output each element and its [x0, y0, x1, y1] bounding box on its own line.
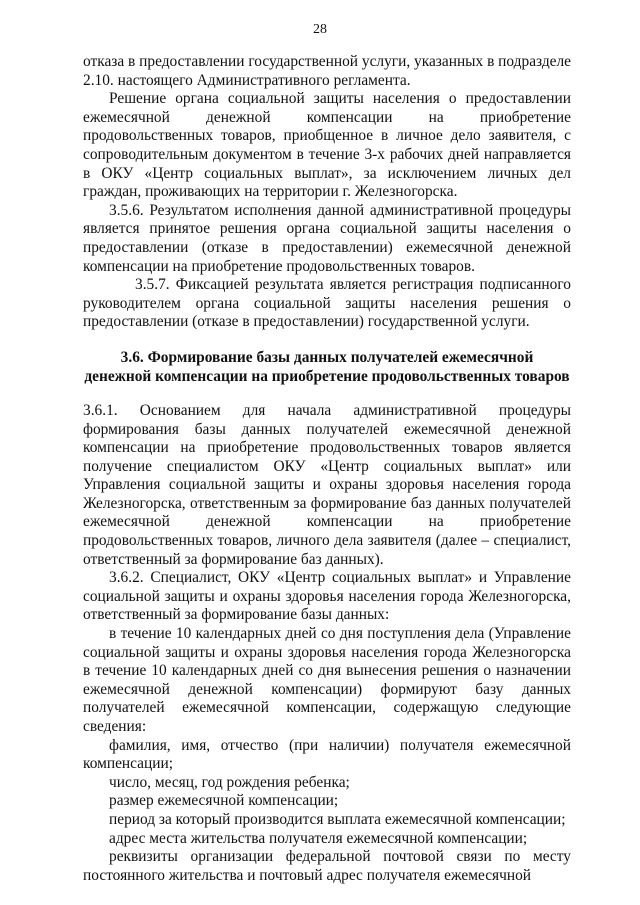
section-heading-line-2: денежной компенсации на приобретение продовольственных товаров — [84, 367, 570, 385]
list-item-payment-period: период за который производится выплата ежемесячной компенсации; — [109, 810, 566, 828]
paragraph-3-5-7: 3.5.7. Фиксацией результата является регистрация подписанного руководителем органа социальной защиты населения решения о предоставлении (отказе в предоставлении) государственной услуги. — [83, 276, 571, 331]
section-heading-3-6 — [83, 348, 571, 386]
section-heading-line-1: 3.6. Формирование базы данных получателей ежемесячной — [120, 348, 534, 366]
paragraph-decision-sending: Решение органа социальной защиты населения о предоставлении ежемесячной денежной компенсации на приобретение продовольственных товаров, приобщенное в личное дело заявителя, с сопроводительным документом в течение 3-х рабочих дней направляется в ОКУ «Центр социальных выплат», за исключением личных дел граждан, проживающих на территории г. Железногорска. — [83, 90, 571, 201]
paragraph-deadline: в течение 10 календарных дней со дня поступления дела (Управление социальной защиты и охраны здоровья населения города Железногорска в течение 10 календарных дней со дня вынесения решения о назначении ежемесячной денежной компенсации) формируют базу данных получателей ежемесячной компенсации, содержащую следующие сведения: — [83, 625, 571, 735]
list-item-compensation-amount: размер ежемесячной компенсации; — [109, 792, 339, 810]
list-item-full-name: фамилия, имя, отчество (при наличии) получателя ежемесячной компенсации; — [83, 736, 571, 773]
paragraph-3-6-1: 3.6.1. Основанием для начала административной процедуры формирования базы данных получателей ежемесячной денежной компенсации на приобретение продовольственных товаров является получение специалистом ОКУ «Центр социальных выплат» или Управления социальной защиты и охраны здоровья населения города Железногорска, ответственным за формирование баз данных получателей ежемесячной денежной компенсации на приобретение продовольственных товаров, личного дела заявителя (далее – специалист, ответственный за формирование баз данных). — [83, 401, 571, 568]
list-item-postal-details: реквизиты организации федеральной почтовой связи по месту постоянного жительства и почтовый адрес получателя ежемесячной — [83, 848, 571, 884]
paragraph-3-5-6: 3.5.6. Результатом исполнения данной административной процедуры является принятое решения органа социальной защиты населения о предоставлении (отказе в предоставлении) ежемесячной денежной компенсации на приобретение продовольственных товаров. — [83, 201, 571, 275]
list-item-birth-date: число, месяц, год рождения ребенка; — [109, 773, 350, 791]
paragraph-refusal-continuation: отказа в предоставлении государственной услуги, указанных в подразделе 2.10. настоящего Административного регламента. — [83, 53, 571, 89]
paragraph-3-6-2: 3.6.2. Специалист, ОКУ «Центр социальных выплат» и Управление социальной защиты и охраны здоровья населения города Железногорска, ответственный за формирование базы данных: — [83, 569, 571, 624]
page-number: 28 — [313, 22, 327, 37]
document-body — [83, 53, 571, 885]
list-item-residence-address: адрес места жительства получателя ежемесячной компенсации; — [109, 829, 528, 847]
